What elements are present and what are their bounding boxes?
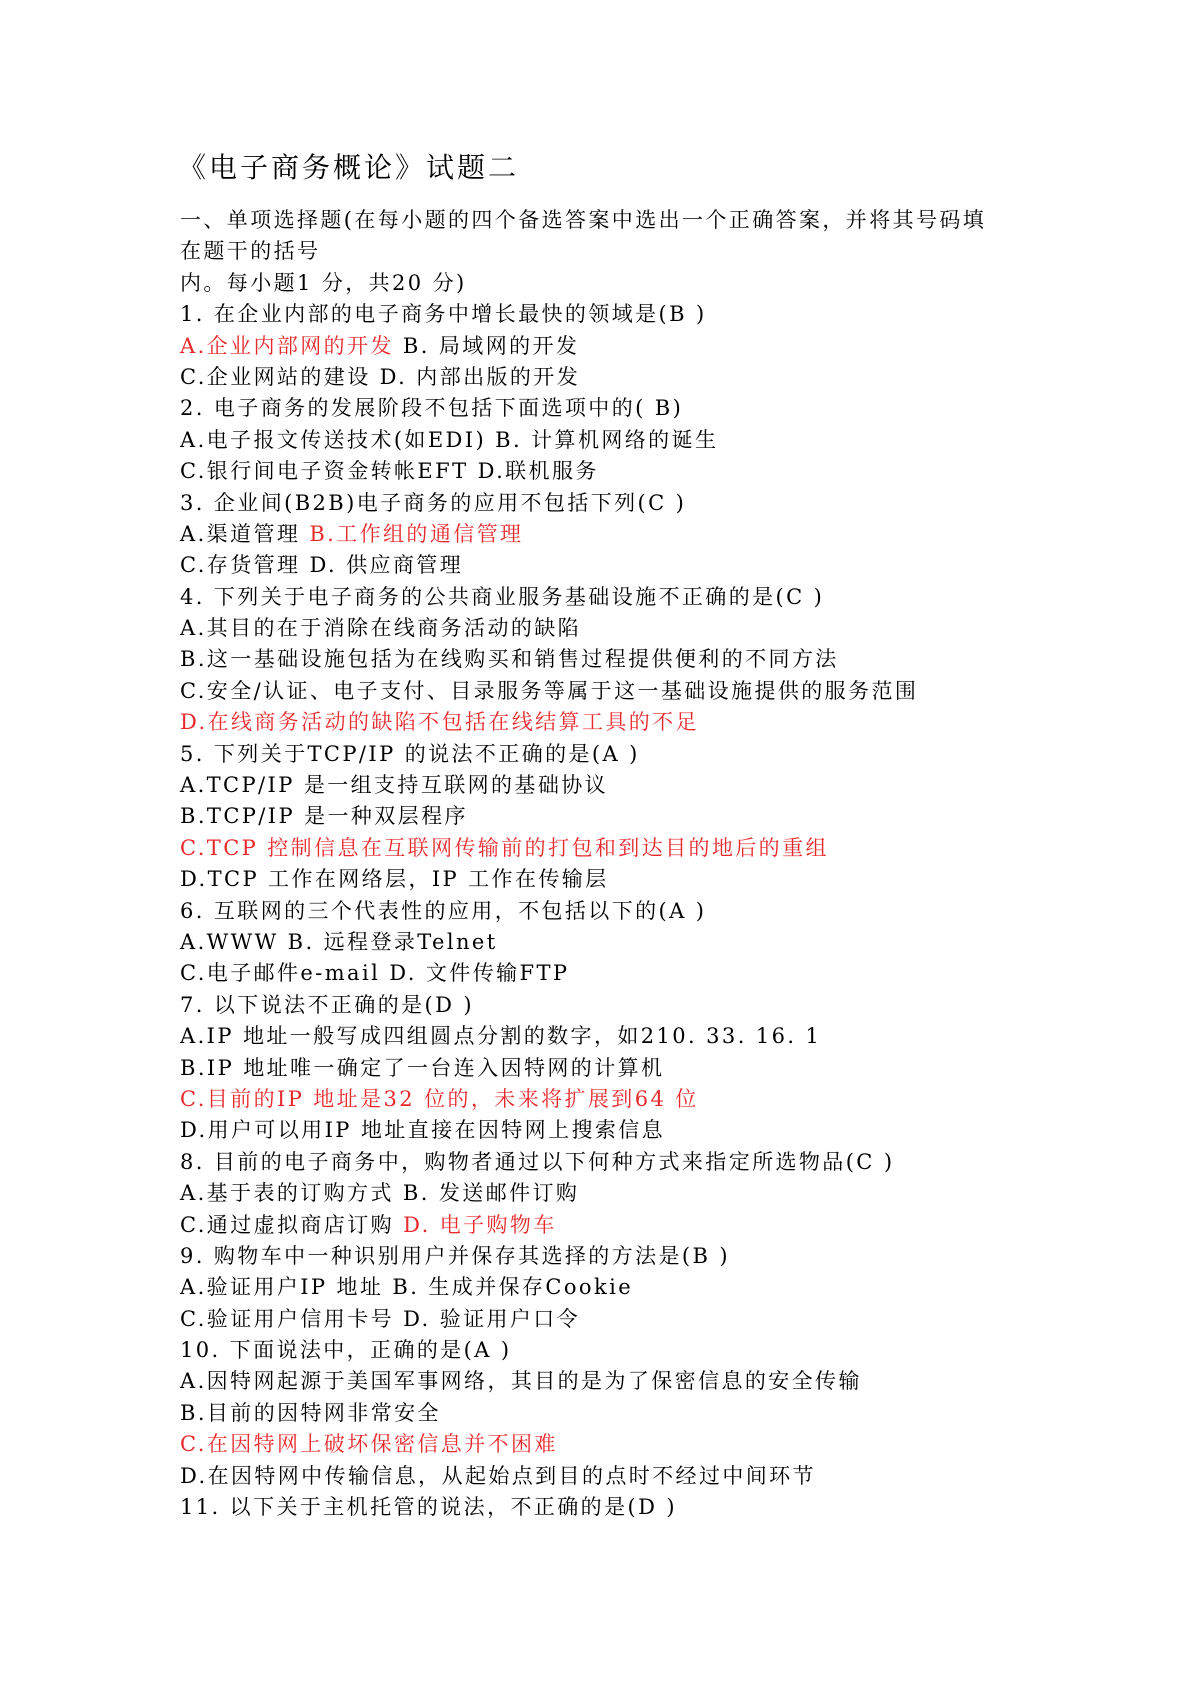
line-text: 7. 以下说法不正确的是(D ) (180, 992, 475, 1017)
line-text: C.电子邮件e-mail D. 文件传输FTP (180, 961, 570, 986)
line-text: 在题干的括号 (180, 239, 321, 264)
text-line (180, 1021, 1030, 1052)
text-line (180, 1429, 1030, 1460)
text-line (180, 1115, 1030, 1146)
line-text: A.其目的在于消除在线商务活动的缺陷 (180, 616, 582, 641)
text-line (180, 644, 1030, 675)
text-line (180, 1272, 1030, 1303)
text-line (180, 864, 1030, 895)
line-text: 9. 购物车中一种识别用户并保存其选择的方法是(B ) (180, 1243, 731, 1268)
text-line (180, 801, 1030, 832)
answer-highlight-text: C.TCP 控制信息在互联网传输前的打包和到达目的地后的重组 (180, 835, 829, 860)
text-line (180, 990, 1030, 1021)
text-line (180, 1461, 1030, 1492)
line-text: C.企业网站的建设 D. 内部出版的开发 (180, 364, 581, 389)
line-text: 11. 以下关于主机托管的说法，不正确的是(D ) (180, 1495, 677, 1520)
line-text: 内。每小题1 分，共20 分) (180, 270, 467, 295)
line-text: 3. 企业间(B2B)电子商务的应用不包括下列(C ) (180, 490, 687, 515)
text-line (180, 770, 1030, 801)
line-text: D.TCP 工作在网络层，IP 工作在传输层 (180, 867, 609, 892)
line-text: A.渠道管理 (180, 521, 310, 546)
text-line (180, 299, 1030, 330)
text-line (180, 456, 1030, 487)
text-line (180, 362, 1030, 393)
line-text: C.验证用户信用卡号 D. 验证用户口令 (180, 1306, 581, 1331)
text-line (180, 1304, 1030, 1335)
answer-highlight-text: D.在线商务活动的缺陷不包括在线结算工具的不足 (180, 710, 699, 735)
document-body (180, 205, 1030, 1523)
text-line (180, 519, 1030, 550)
text-line (180, 331, 1030, 362)
line-text: B. 局域网的开发 (393, 333, 580, 358)
document-title: 《电子商务概论》试题二 (178, 151, 520, 184)
line-text: A.电子报文传送技术(如EDI) B. 计算机网络的诞生 (180, 427, 719, 452)
text-line (180, 205, 1030, 236)
text-line (180, 268, 1030, 299)
text-line (180, 613, 1030, 644)
text-line (180, 236, 1030, 267)
text-line (180, 1335, 1030, 1366)
line-text: A.TCP/IP 是一组支持互联网的基础协议 (180, 773, 609, 798)
line-text: A.IP 地址一般写成四组圆点分割的数字，如210. 33. 16. 1 (180, 1024, 822, 1049)
text-line (180, 676, 1030, 707)
line-text: A.因特网起源于美国军事网络，其目的是为了保密信息的安全传输 (180, 1369, 862, 1394)
text-line (180, 1398, 1030, 1429)
line-text: B.这一基础设施包括为在线购买和销售过程提供便利的不同方法 (180, 647, 839, 672)
line-text: A.WWW B. 远程登录Telnet (180, 929, 498, 954)
text-line (180, 1210, 1030, 1241)
text-line (180, 1147, 1030, 1178)
line-text: B.IP 地址唯一确定了一台连入因特网的计算机 (180, 1055, 665, 1080)
text-line (180, 1053, 1030, 1084)
line-text: 2. 电子商务的发展阶段不包括下面选项中的( B) (180, 396, 684, 421)
text-line (180, 393, 1030, 424)
line-text: D.在因特网中传输信息，从起始点到目的点时不经过中间环节 (180, 1463, 816, 1488)
text-line (180, 1241, 1030, 1272)
line-text: B.TCP/IP 是一种双层程序 (180, 804, 468, 829)
text-line (180, 1492, 1030, 1523)
line-text: D.用户可以用IP 地址直接在因特网上搜索信息 (180, 1118, 666, 1143)
line-text: C.通过虚拟商店订购 (180, 1212, 404, 1237)
text-line (180, 833, 1030, 864)
text-line (180, 425, 1030, 456)
answer-highlight-text: C.目前的IP 地址是32 位的，未来将扩展到64 位 (180, 1086, 699, 1111)
text-line (180, 488, 1030, 519)
text-line (180, 896, 1030, 927)
line-text: 1. 在企业内部的电子商务中增长最快的领域是(B ) (180, 302, 707, 327)
text-line (180, 1178, 1030, 1209)
line-text: 4. 下列关于电子商务的公共商业服务基础设施不正确的是(C ) (180, 584, 825, 609)
line-text: C.银行间电子资金转帐EFT D.联机服务 (180, 459, 599, 484)
answer-highlight-text: B.工作组的通信管理 (309, 521, 524, 546)
answer-highlight-text: D. 电子购物车 (403, 1212, 557, 1237)
text-line (180, 582, 1030, 613)
line-text: 5. 下列关于TCP/IP 的说法不正确的是(A ) (180, 741, 640, 766)
answer-highlight-text: C.在因特网上破坏保密信息并不困难 (180, 1432, 558, 1457)
line-text: 一、单项选择题(在每小题的四个备选答案中选出一个正确答案，并将其号码填 (180, 208, 987, 232)
line-text: 10. 下面说法中，正确的是(A ) (180, 1338, 512, 1363)
line-text: A.验证用户IP 地址 B. 生成并保存Cookie (180, 1275, 634, 1300)
text-line (180, 739, 1030, 770)
answer-highlight-text: A.企业内部网的开发 (180, 333, 394, 358)
line-text: B.目前的因特网非常安全 (180, 1400, 441, 1425)
text-line (180, 550, 1030, 581)
text-line (180, 1366, 1030, 1397)
line-text: C.存货管理 D. 供应商管理 (180, 553, 464, 578)
text-line (180, 958, 1030, 989)
text-line (180, 707, 1030, 738)
text-line (180, 1084, 1030, 1115)
line-text: A.基于表的订购方式 B. 发送邮件订购 (180, 1181, 580, 1206)
text-line (180, 927, 1030, 958)
line-text: 8. 目前的电子商务中，购物者通过以下何种方式来指定所选物品(C ) (180, 1149, 895, 1174)
line-text: 6. 互联网的三个代表性的应用，不包括以下的(A ) (180, 898, 707, 923)
line-text: C.安全/认证、电子支付、目录服务等属于这一基础设施提供的服务范围 (180, 678, 919, 703)
